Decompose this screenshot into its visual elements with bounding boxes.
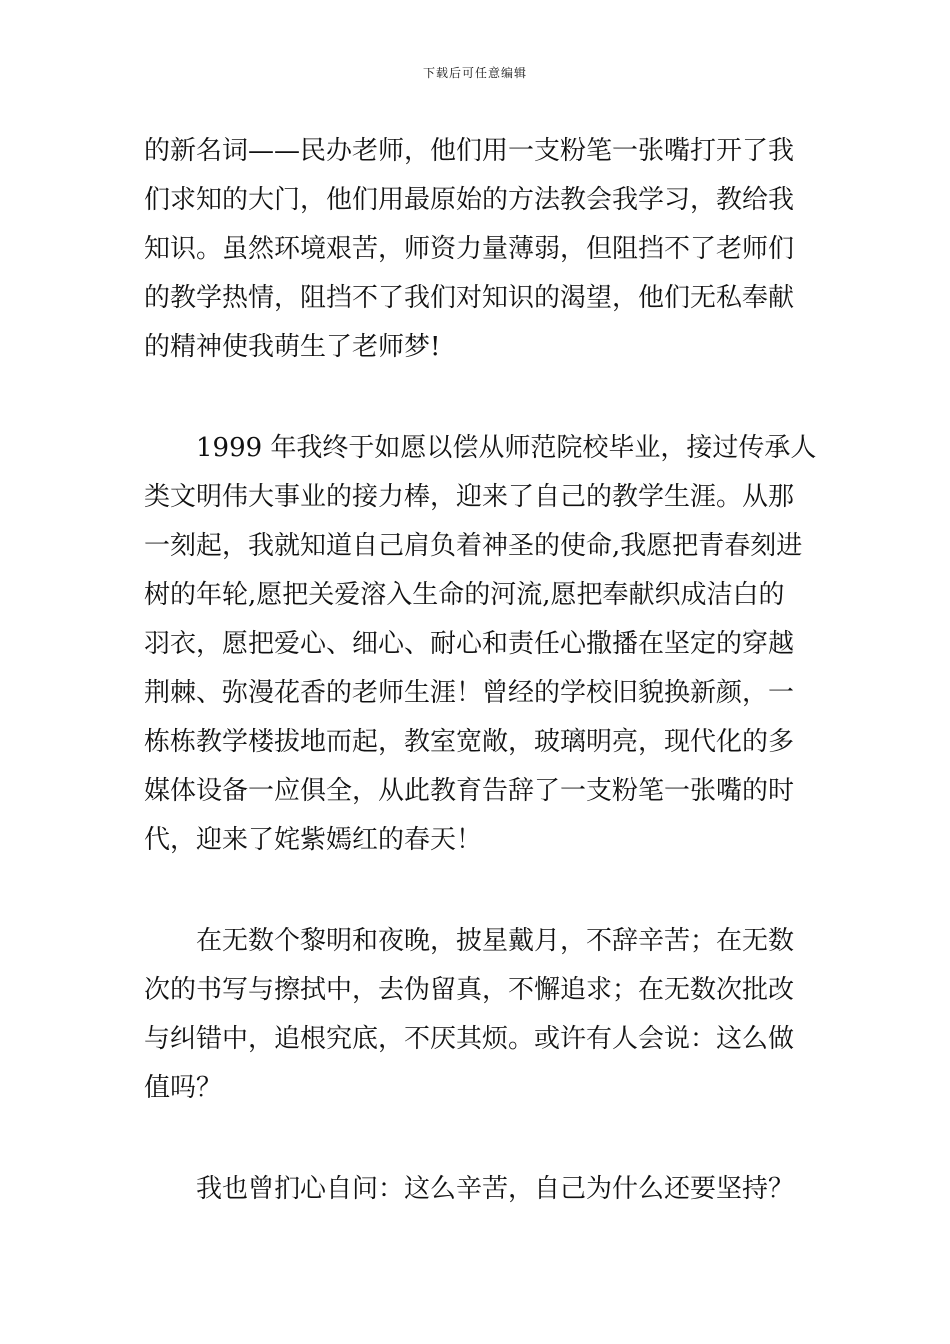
text-line: 树的年轮,愿把关爱溶入生命的河流,愿把奉献织成洁白的 [144,580,785,610]
text-line: 的精神使我萌生了老师梦! [144,332,441,362]
text-line: 荆棘、弥漫花香的老师生涯！曾经的学校旧貌换新颜，一 [144,678,795,708]
text-line: 值吗？ [144,1073,223,1103]
text-line: 媒体设备一应俱全，从此教育告辞了一支粉笔一张嘴的时 [144,776,795,806]
text-line: 在无数个黎明和夜晚，披星戴月，不辞辛苦；在无数 [196,926,795,956]
text-line: 次的书写与擦拭中，去伪留真，不懈追求；在无数次批改 [144,975,795,1005]
text-line: 的教学热情，阻挡不了我们对知识的渴望，他们无私奉献 [144,283,795,313]
text-line: 一刻起，我就知道自己肩负着神圣的使命,我愿把青春刻进 [144,531,803,561]
text-line: 与纠错中，追根究底，不厌其烦。或许有人会说：这么做 [144,1024,795,1054]
text-line: 的新名词——民办老师，他们用一支粉笔一张嘴打开了我 [144,136,795,166]
text-line: 羽衣，愿把爱心、细心、耐心和责任心撒播在坚定的穿越 [144,629,795,659]
text-line: 我也曾扪心自问：这么辛苦，自己为什么还要坚持？ [196,1174,795,1204]
text-line: 类文明伟大事业的接力棒，迎来了自己的教学生涯。从那 [144,482,795,512]
text-line: 们求知的大门，他们用最原始的方法教会我学习，教给我 [144,185,795,215]
text-line: 1999 年我终于如愿以偿从师范院校毕业，接过传承人 [196,433,817,463]
text-line: 代，迎来了姹紫嫣红的春天！ [144,825,483,855]
page-header: 下载后可任意编辑 [422,66,527,80]
text-line: 知识。虽然环境艰苦，师资力量薄弱，但阻挡不了老师们 [144,234,795,264]
text-line: 栋栋教学楼拔地而起，教室宽敞，玻璃明亮，现代化的多 [144,727,795,757]
